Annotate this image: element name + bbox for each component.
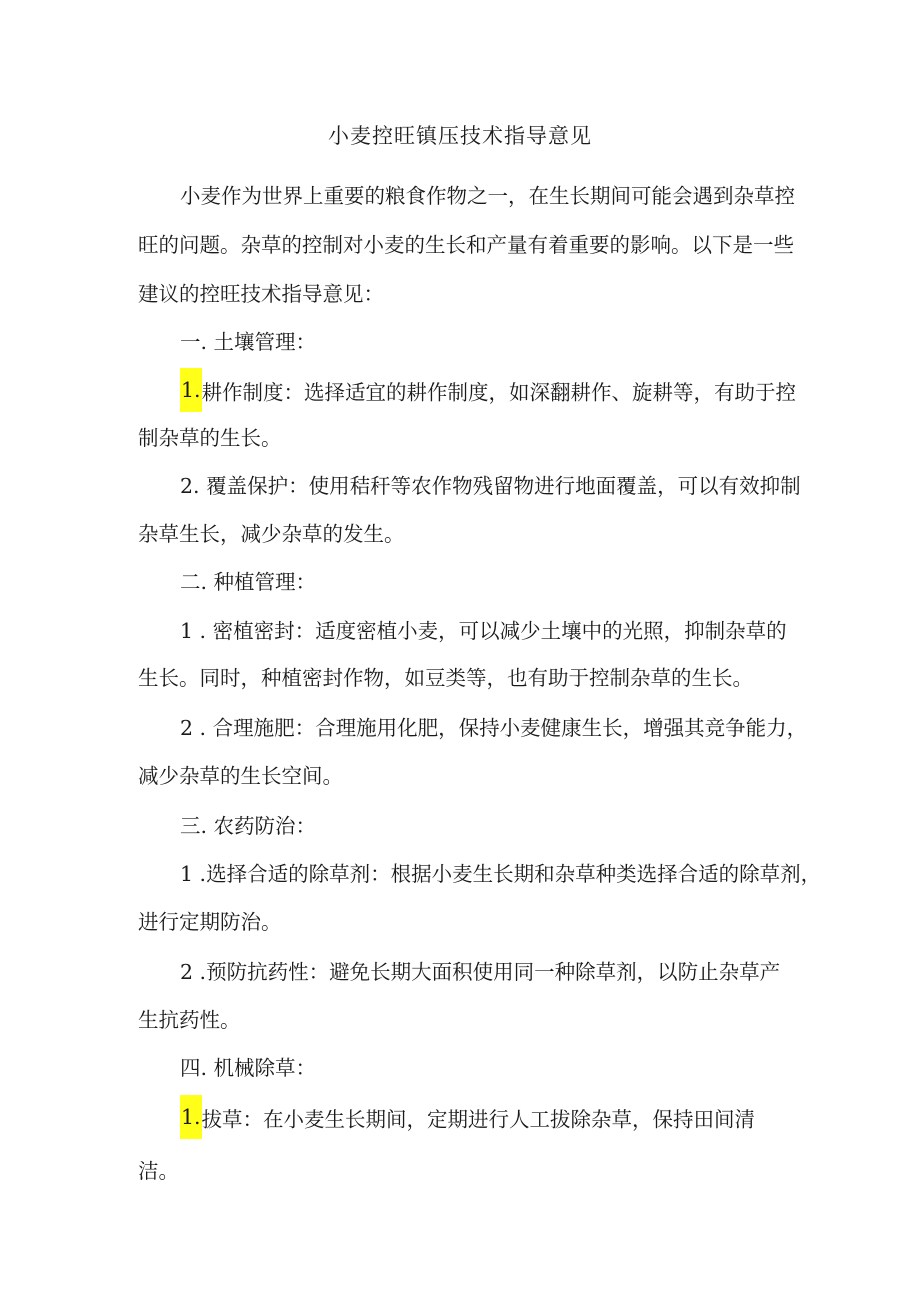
section-1-item-2: 2. 覆盖保护：使用秸秆等农作物残留物进行地面覆盖，可以有效抑制 <box>180 474 801 498</box>
highlighted-number: 1. <box>180 1095 202 1139</box>
page-title: 小麦控旺镇压技术指导意见 <box>328 124 592 148</box>
highlighted-number: 1. <box>180 368 202 412</box>
section-4-item-1-cont: 洁。 <box>138 1159 179 1183</box>
section-3-item-2-cont: 生抗药性。 <box>138 1008 241 1032</box>
section-4-heading: 四. 机械除草： <box>180 1056 317 1080</box>
section-3-item-1-cont: 进行定期防治。 <box>138 910 282 934</box>
intro-line-1: 小麦作为世界上重要的粮食作物之一，在生长期间可能会遇到杂草控 <box>180 184 795 208</box>
intro-line-3: 建议的控旺技术指导意见： <box>138 282 384 306</box>
section-1-item-1-text: 耕作制度：选择适宜的耕作制度，如深翻耕作、旋耕等，有助于控 <box>201 380 797 405</box>
section-3-heading: 三. 农药防治： <box>180 814 317 838</box>
section-4-item-1-text: 拔草：在小麦生长期间，定期进行人工拔除杂草，保持田间清 <box>201 1107 756 1132</box>
section-2-item-1: 1 . 密植密封：适度密植小麦，可以减少土壤中的光照，抑制杂草的 <box>180 619 787 643</box>
intro-line-2: 旺的问题。杂草的控制对小麦的生长和产量有着重要的影响。以下是一些 <box>138 233 794 257</box>
section-1-item-1-cont: 制杂草的生长。 <box>138 426 282 450</box>
section-2-item-2-cont: 减少杂草的生长空间。 <box>138 764 343 788</box>
section-4-item-1 <box>180 1103 755 1139</box>
section-2-item-2: 2 . 合理施肥：合理施用化肥，保持小麦健康生长，增强其竞争能力， <box>180 716 808 740</box>
section-1-heading: 一. 土壤管理： <box>180 330 317 354</box>
section-1-item-2-cont: 杂草生长，减少杂草的发生。 <box>138 522 405 546</box>
section-3-item-1: 1 .选择合适的除草剂：根据小麦生长期和杂草种类选择合适的除草剂， <box>180 862 822 886</box>
section-2-item-1-cont: 生长。同时，种植密封作物，如豆类等，也有助于控制杂草的生长。 <box>138 666 753 690</box>
section-2-heading: 二. 种植管理： <box>180 570 317 594</box>
section-3-item-2: 2 .预防抗药性：避免长期大面积使用同一种除草剂，以防止杂草产 <box>180 960 781 984</box>
section-1-item-1 <box>180 376 796 412</box>
